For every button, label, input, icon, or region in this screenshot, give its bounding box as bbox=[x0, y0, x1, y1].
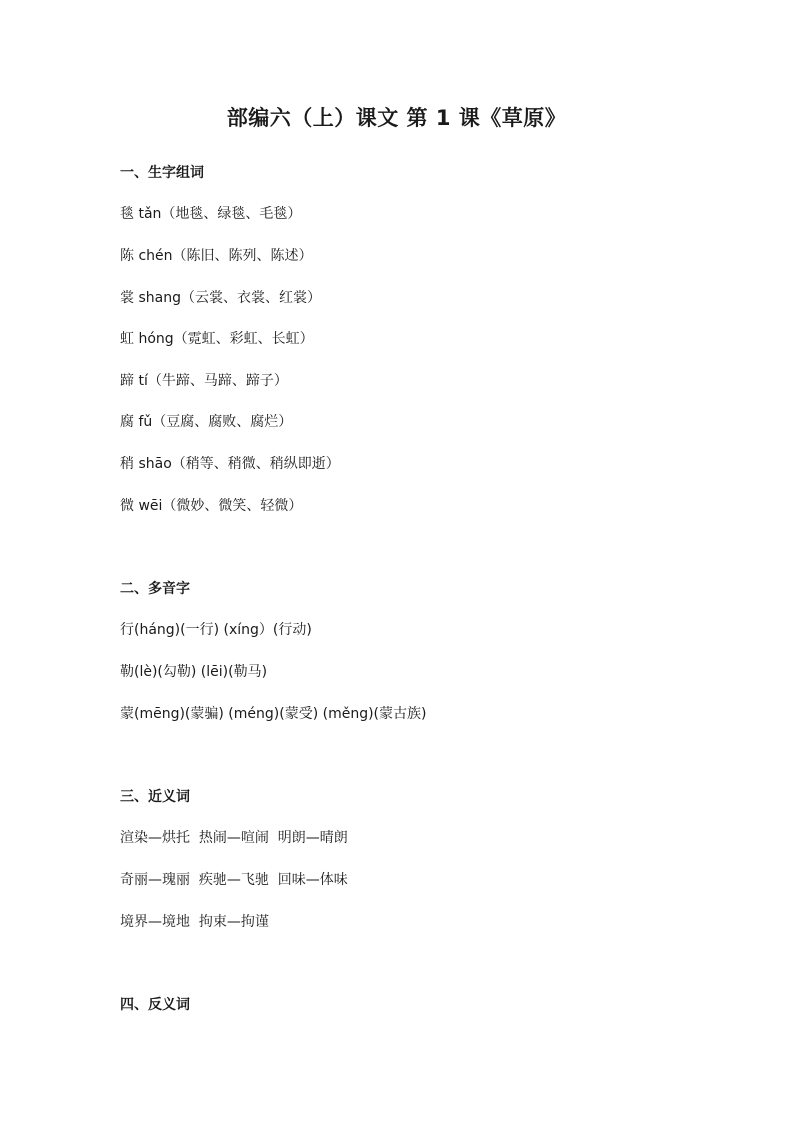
synonym-line: 境界—境地 拘束—拘谨 bbox=[120, 914, 269, 930]
vocab-line: 稍 shāo（稍等、稍微、稍纵即逝） bbox=[120, 456, 340, 472]
section-heading-antonyms: 四、反义词 bbox=[120, 997, 190, 1013]
vocab-line: 陈 chén（陈旧、陈列、陈述） bbox=[120, 248, 313, 264]
vocab-line: 蹄 tí（牛蹄、马蹄、蹄子） bbox=[120, 373, 288, 389]
polyphonic-line: 行(háng)(一行) (xíng）(行动) bbox=[120, 622, 312, 638]
vocab-line: 腐 fǔ（豆腐、腐败、腐烂） bbox=[120, 414, 293, 430]
synonym-line: 奇丽—瑰丽 疾驰—飞驰 回味—体味 bbox=[120, 872, 348, 888]
section-heading-synonyms: 三、近义词 bbox=[120, 789, 190, 805]
polyphonic-line: 蒙(mēng)(蒙骗) (méng)(蒙受) (měng)(蒙古族) bbox=[120, 706, 427, 722]
vocab-line: 虹 hóng（霓虹、彩虹、长虹） bbox=[120, 331, 314, 347]
vocab-line: 毯 tǎn（地毯、绿毯、毛毯） bbox=[120, 206, 302, 222]
vocab-line: 微 wēi（微妙、微笑、轻微） bbox=[120, 498, 303, 514]
section-heading-new-characters: 一、生字组词 bbox=[120, 165, 204, 181]
section-heading-polyphonic: 二、多音字 bbox=[120, 581, 190, 597]
synonym-line: 渲染—烘托 热闹—喧闹 明朗—晴朗 bbox=[120, 830, 348, 846]
page-title: 部编六（上）课文 第 1 课《草原》 bbox=[226, 106, 567, 130]
polyphonic-line: 勒(lè)(勾勒) (lēi)(勒马) bbox=[120, 664, 268, 680]
vocab-line: 裳 shang（云裳、衣裳、红裳） bbox=[120, 290, 321, 306]
